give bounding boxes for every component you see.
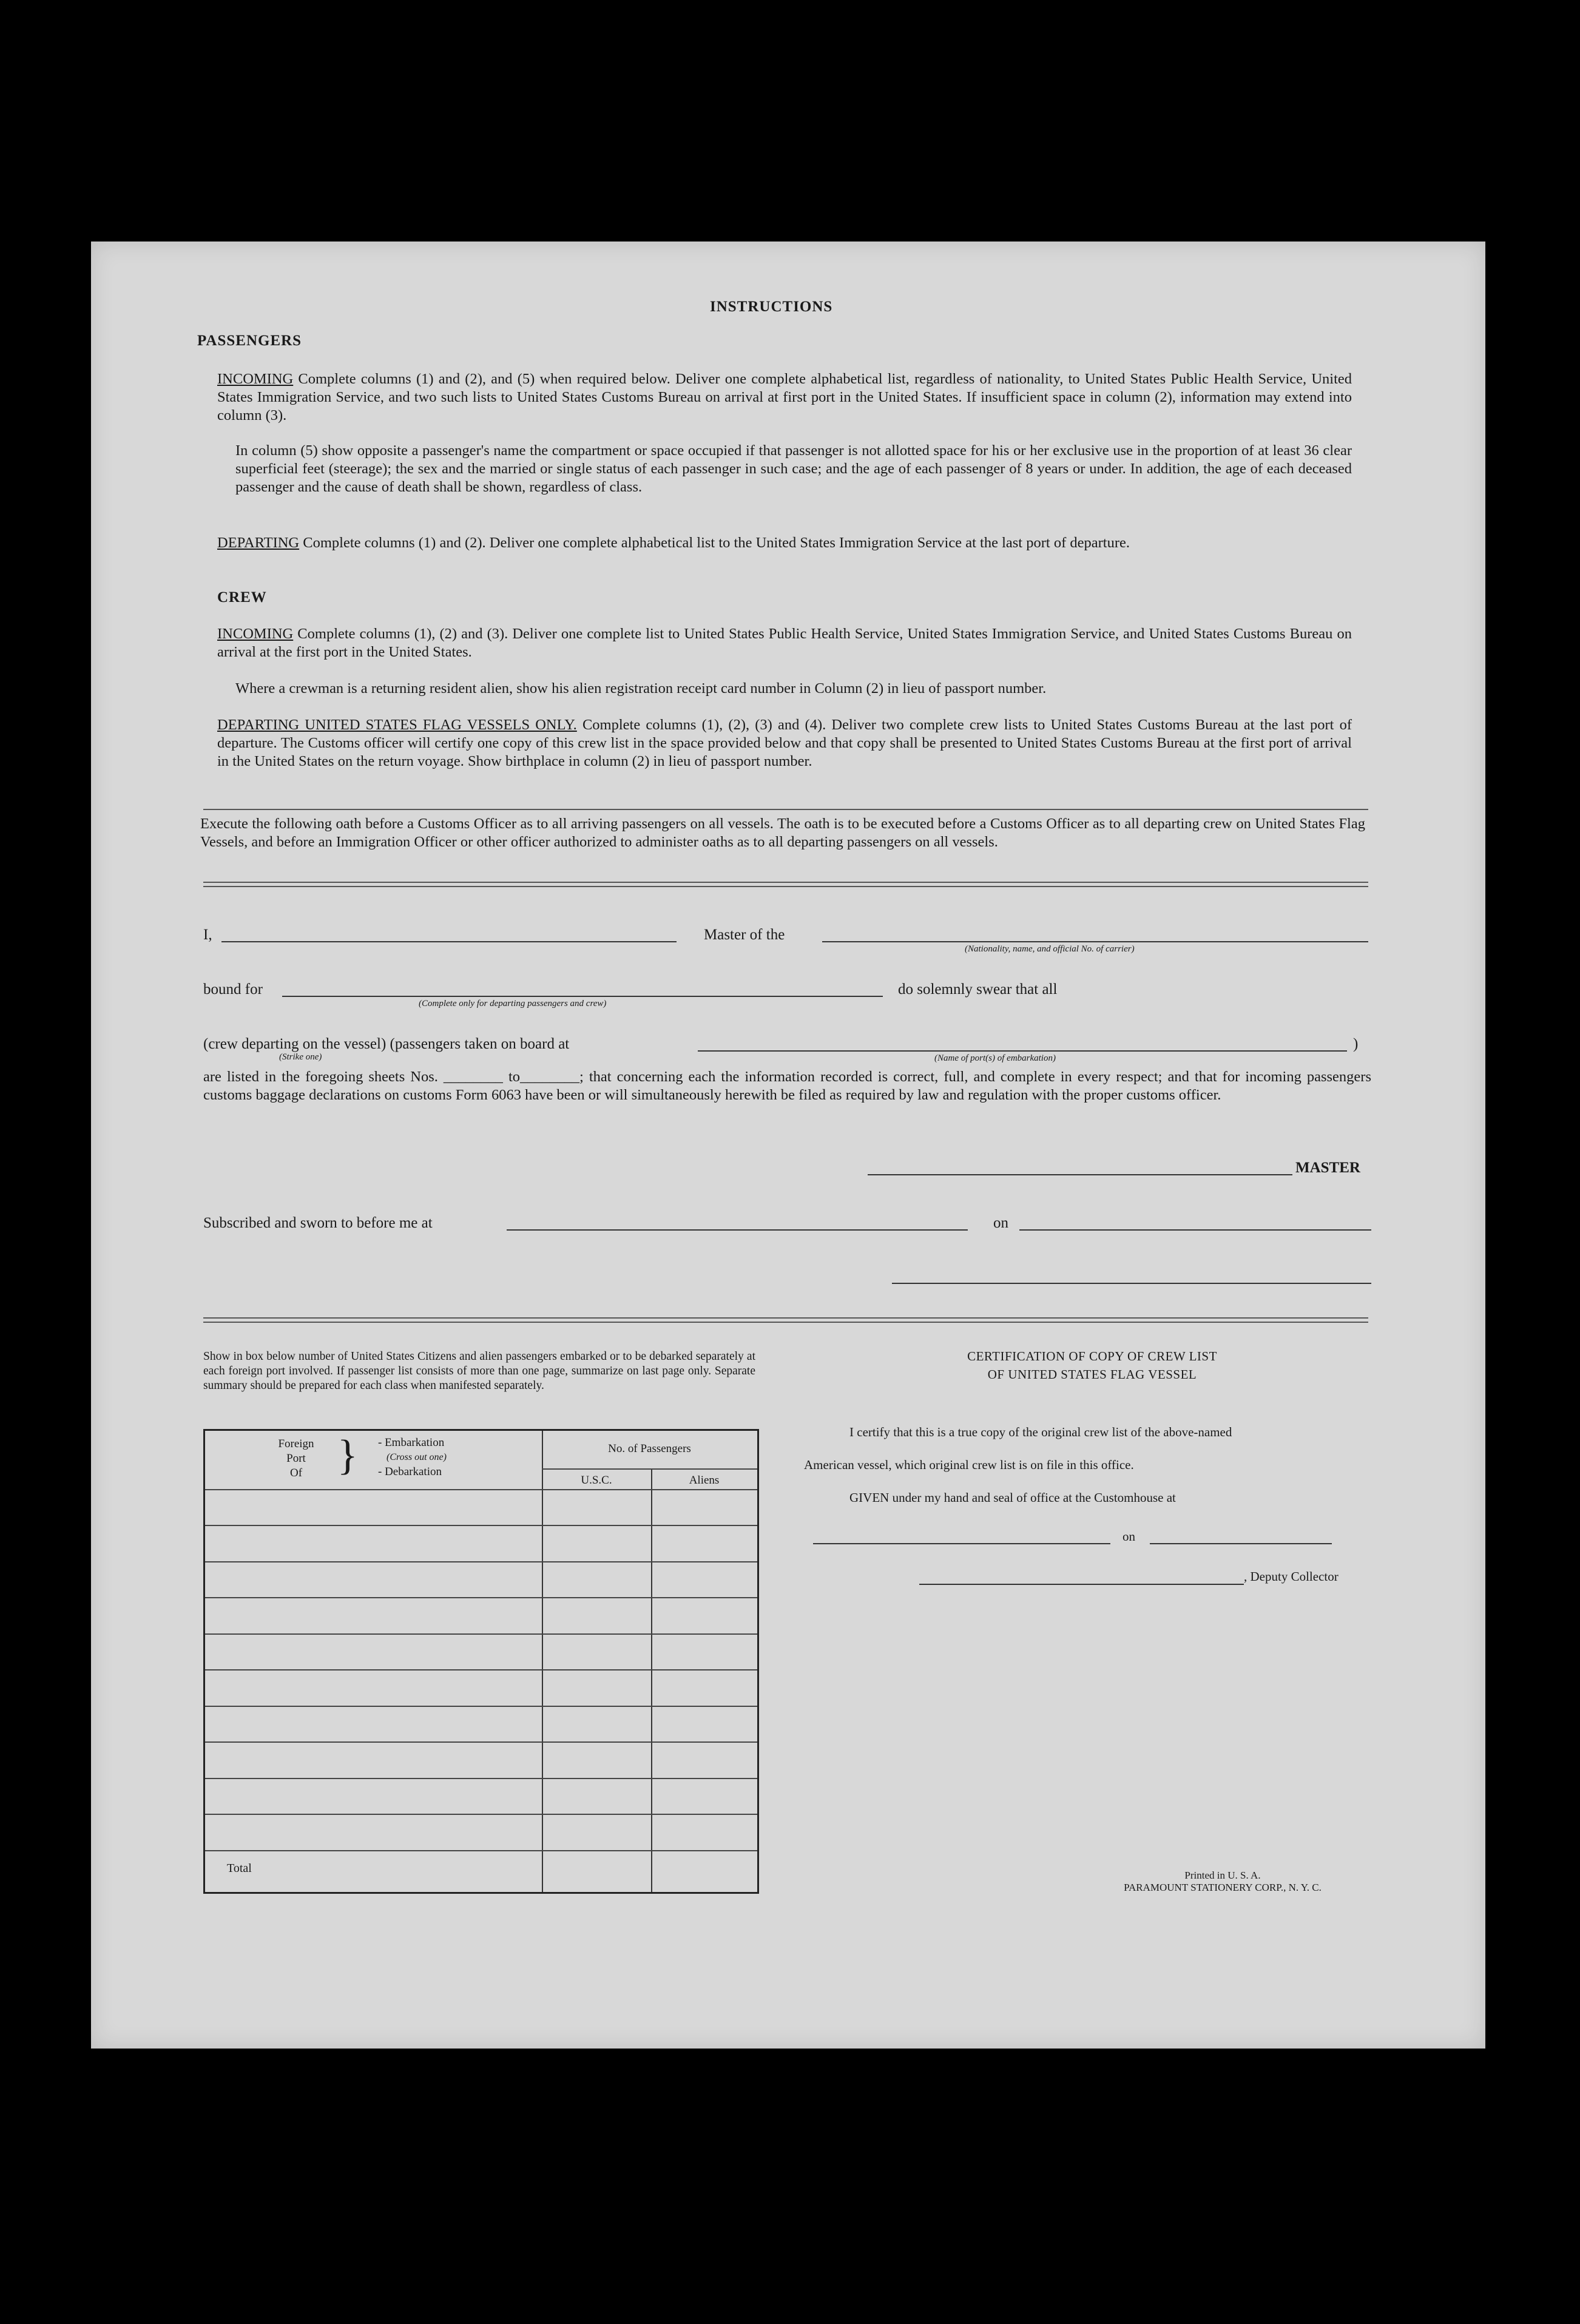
crew-departing-label: DEPARTING UNITED STATES FLAG VESSELS ONLY. bbox=[217, 717, 577, 733]
divider bbox=[203, 1322, 1368, 1323]
total-label: Total bbox=[227, 1862, 252, 1875]
divider bbox=[203, 809, 1368, 810]
embarkation-label: - Embarkation bbox=[378, 1436, 445, 1449]
master-signature-field[interactable] bbox=[868, 1174, 1292, 1175]
table-row bbox=[205, 1525, 757, 1526]
table-row bbox=[205, 1706, 757, 1707]
master-of-label: Master of the bbox=[704, 927, 785, 943]
carrier-hint: (Nationality, name, and official No. of carrier) bbox=[965, 944, 1135, 954]
passengers-incoming-label: INCOMING bbox=[217, 371, 294, 387]
passengers-departing-label: DEPARTING bbox=[217, 535, 300, 551]
column-divider bbox=[651, 1468, 652, 1892]
close-paren: ) bbox=[1353, 1036, 1359, 1052]
crew-departing-paragraph bbox=[217, 716, 1352, 771]
divider bbox=[203, 882, 1368, 883]
port-word: Port bbox=[286, 1452, 306, 1465]
given-text: GIVEN under my hand and seal of office at the Customhouse at bbox=[849, 1490, 1176, 1505]
foreign-word: Foreign bbox=[278, 1437, 314, 1450]
table-row bbox=[205, 1778, 757, 1779]
certification-on-label: on bbox=[1123, 1529, 1135, 1544]
table-row bbox=[205, 1814, 757, 1815]
no-of-passengers-header: No. of Passengers bbox=[608, 1442, 691, 1455]
debarkation-label: - Debarkation bbox=[378, 1465, 442, 1478]
customhouse-field[interactable] bbox=[813, 1543, 1110, 1544]
table-row bbox=[205, 1633, 757, 1635]
cross-out-hint: (Cross out one) bbox=[387, 1452, 447, 1462]
table-row bbox=[205, 1561, 757, 1562]
deputy-collector-label: , Deputy Collector bbox=[1244, 1569, 1339, 1584]
divider bbox=[203, 1317, 1368, 1319]
brace-glyph: } bbox=[337, 1432, 358, 1479]
crew-resident-paragraph: Where a crewman is a returning resident alien, show his alien registration receipt card number in Column (2) in lieu of passport number. bbox=[235, 680, 1047, 697]
passengers-departing-text: Complete columns (1) and (2). Deliver one complete alphabetical list to the United States Immigration Service at the last port of departure. bbox=[303, 535, 1130, 551]
ports-hint: (Name of port(s) of embarkation) bbox=[934, 1053, 1056, 1063]
passengers-title: PASSENGERS bbox=[197, 333, 302, 349]
subscribed-on-label: on bbox=[993, 1215, 1008, 1231]
table-row bbox=[205, 1741, 757, 1743]
divider bbox=[203, 886, 1368, 887]
bound-for-hint: (Complete only for departing passengers and crew) bbox=[419, 999, 607, 1008]
subscribed-label: Subscribed and sworn to before me at bbox=[203, 1215, 433, 1231]
crew-incoming-label: INCOMING bbox=[217, 626, 294, 642]
header-divider bbox=[542, 1468, 757, 1470]
printer-company: PARAMOUNT STATIONERY CORP., N. Y. C. bbox=[1124, 1882, 1322, 1893]
crew-departing-text: Complete columns (1), (2), (3) and (4). Deliver two complete crew lists to United States Customs Bureau at the last port of departure. The Customs officer will certify one copy of this crew list in the space provided below and that copy shall be presented to United States Customs Bureau at the first port of arrival in the United States on the return voyage. Show birthplace in column (2) in lieu of passport number. bbox=[217, 717, 1352, 769]
summary-instructions: Show in box below number of United States Citizens and alien passengers embarked or to be debarked separately at each foreign port involved. If passenger list consists of more than one page, summarize on last page only. Separate summary should be prepared for each class when manifested separately. bbox=[203, 1350, 755, 1392]
certification-title-line2: OF UNITED STATES FLAG VESSEL bbox=[987, 1367, 1197, 1382]
certification-date-field[interactable] bbox=[1150, 1543, 1332, 1544]
certification-title-line1: CERTIFICATION OF COPY OF CREW LIST bbox=[967, 1349, 1217, 1363]
subscribed-place-field[interactable] bbox=[507, 1229, 968, 1231]
passengers-incoming-text: Complete columns (1) and (2), and (5) when required below. Deliver one complete alphabetical list, regardless of nationality, to United States Public Health Service, United States Immigration Service, and two such lists to United States Customs Bureau on arrival at first port in the United States. If insufficient space in column (2), information may extend into column (3). bbox=[217, 371, 1352, 424]
table-row bbox=[205, 1850, 757, 1851]
ports-field[interactable] bbox=[698, 1050, 1347, 1052]
bound-for-field[interactable] bbox=[282, 996, 883, 997]
usc-header: U.S.C. bbox=[581, 1474, 612, 1487]
certification-title bbox=[849, 1347, 1335, 1383]
officer-signature-field[interactable] bbox=[892, 1283, 1371, 1284]
strike-one-hint: (Strike one) bbox=[279, 1052, 322, 1062]
printed-in-usa: Printed in U. S. A. bbox=[1184, 1870, 1261, 1881]
crew-passengers-text: (crew departing on the vessel) (passengers taken on board at bbox=[203, 1036, 570, 1052]
oath-i-label: I, bbox=[203, 927, 212, 943]
master-label: MASTER bbox=[1295, 1160, 1360, 1176]
embark-debark-options bbox=[378, 1436, 447, 1479]
printer-imprint bbox=[1092, 1870, 1353, 1894]
carrier-field[interactable] bbox=[822, 941, 1368, 942]
passenger-summary-table bbox=[203, 1429, 759, 1894]
of-word: Of bbox=[289, 1467, 303, 1479]
passengers-incoming-paragraph bbox=[217, 370, 1352, 425]
american-vessel-text: American vessel, which original crew list is on file in this office. bbox=[804, 1458, 1134, 1472]
crew-incoming-paragraph bbox=[217, 625, 1352, 661]
form-sheet bbox=[91, 242, 1485, 2049]
column-divider bbox=[542, 1431, 543, 1892]
swear-text: do solemnly swear that all bbox=[898, 981, 1058, 998]
foreign-port-label bbox=[260, 1437, 333, 1481]
certify-text: I certify that this is a true copy of the original crew list of the above-named bbox=[849, 1425, 1232, 1439]
aliens-header: Aliens bbox=[689, 1474, 720, 1487]
bound-for-label: bound for bbox=[203, 981, 263, 998]
instructions-heading: INSTRUCTIONS bbox=[710, 299, 833, 315]
master-name-field[interactable] bbox=[221, 941, 677, 942]
table-row bbox=[205, 1597, 757, 1598]
table-row bbox=[205, 1669, 757, 1670]
column5-paragraph: In column (5) show opposite a passenger's name the compartment or space occupied if that passenger is not allotted space for his or her exclusive use in the proportion of at least 36 clear superficial feet (steerage); the sex and the married or single status of each passenger in such case; and the age of each passenger of 8 years or under. In addition, the age of each deceased passenger and the cause of death shall be shown, regardless of class. bbox=[235, 442, 1352, 495]
listed-paragraph: are listed in the foregoing sheets Nos. ________ to________; that concerning each the information recorded is correct, full, and complete in every respect; and that for incoming passengers customs baggage declarations on customs Form 6063 have been or will simultaneously herewith be filed as required by law and regulation with the proper customs officer. bbox=[203, 1069, 1371, 1103]
crew-incoming-text: Complete columns (1), (2) and (3). Deliver one complete list to United States Public Health Service, United States Immigration Service, and United States Customs Bureau on arrival at the first port in the United States. bbox=[217, 626, 1352, 660]
passengers-departing-paragraph bbox=[217, 534, 1352, 552]
subscribed-date-field[interactable] bbox=[1019, 1229, 1371, 1231]
deputy-collector-signature-field[interactable] bbox=[919, 1584, 1244, 1585]
crew-title: CREW bbox=[217, 589, 267, 606]
table-row bbox=[205, 1489, 757, 1490]
oath-intro: Execute the following oath before a Customs Officer as to all arriving passengers on all vessels. The oath is to be executed before a Customs Officer as to all departing crew on United States Flag Vessels, and before an Immigration Officer or other officer authorized to administer oaths as to all departing passengers on all vessels. bbox=[200, 816, 1365, 850]
